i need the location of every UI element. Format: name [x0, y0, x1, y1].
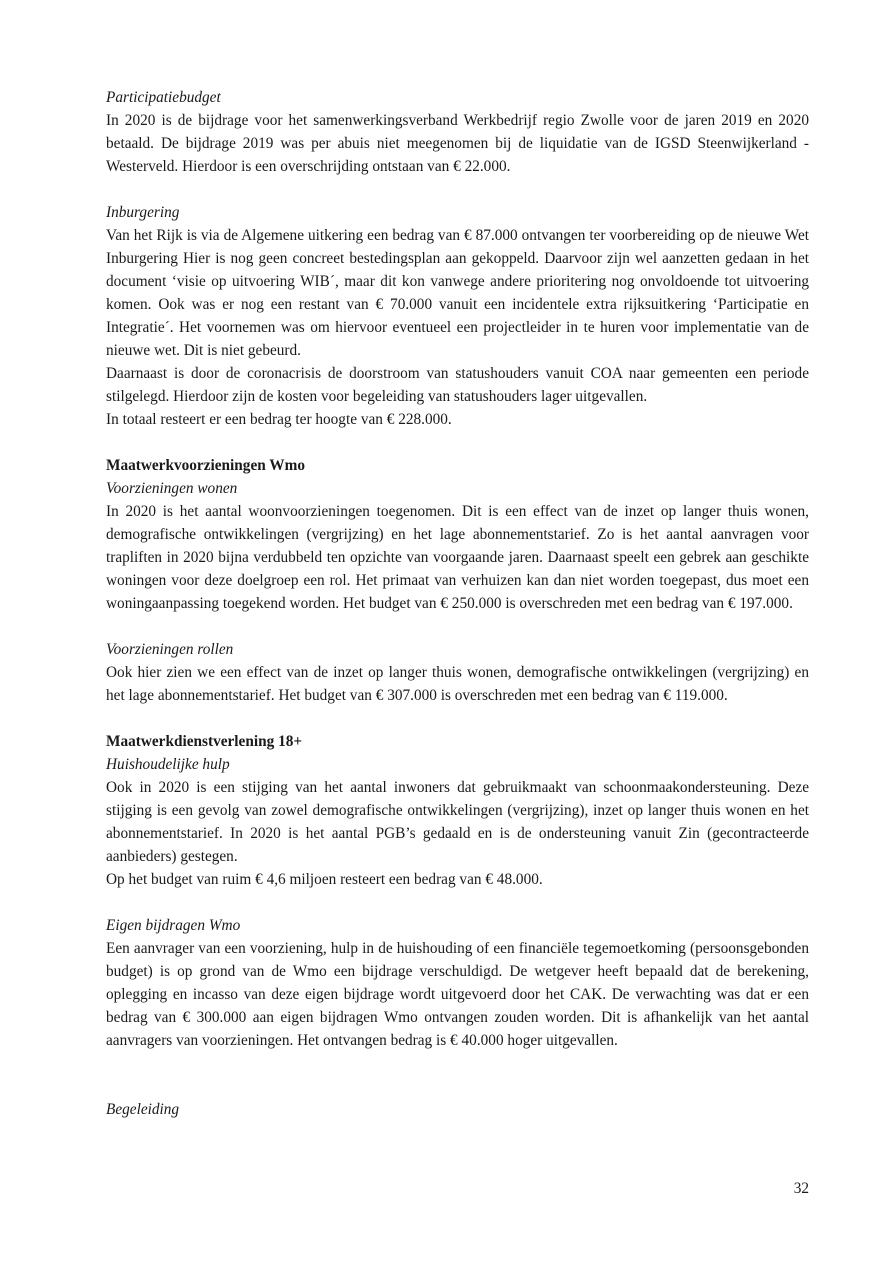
paragraph-eigen-bijdragen: Een aanvrager van een voorziening, hulp in de huishouding of een financiële tegemoetkoming (persoonsgebonden budget) is op grond van de Wmo een bijdrage verschuldigd. De wetgever heeft bepaald dat de berekening, oplegging en incasso van deze eigen bijdrage wordt uitgevoerd door het CAK. De verwachting was dat er een bedrag van € 300.000 aan eigen bijdragen Wmo ontvangen zouden worden. Dit is afhankelijk van het aantal aanvragers van voorzieningen. Het ontvangen bedrag is € 40.000 hoger uitgevallen.: [106, 940, 809, 1049]
section-title-participatiebudget: Participatiebudget: [106, 89, 221, 106]
paragraph-participatiebudget: In 2020 is de bijdrage voor het samenwerkingsverband Werkbedrijf regio Zwolle voor de jaren 2019 en 2020 betaald. De bijdrage 2019 was per abuis niet meegenomen bij de liquidatie van de IGSD Steenwijkerland - Westerveld. Hierdoor is een overschrijding ontstaan van € 22.000.: [106, 112, 809, 175]
page-number: 32: [793, 1180, 809, 1197]
section-title-voorzieningen-wonen: Voorzieningen wonen: [106, 480, 238, 497]
section-title-huishoudelijke-hulp: Huishoudelijke hulp: [106, 756, 230, 773]
section-title-inburgering: Inburgering: [106, 204, 180, 221]
paragraph-huishoudelijke-hulp-1: Ook in 2020 is een stijging van het aantal inwoners dat gebruikmaakt van schoonmaakondersteuning. Deze stijging is een gevolg van zowel demografische ontwikkelingen (vergrijzing), inzet op langer thuis wonen en het abonnementstarief. In 2020 is het aantal PGB’s gedaald en is de ondersteuning vanuit Zin (gecontracteerde aanbieders) gestegen.: [106, 779, 809, 865]
paragraph-voorzieningen-wonen: In 2020 is het aantal woonvoorzieningen toegenomen. Dit is een effect van de inzet op langer thuis wonen, demografische ontwikkelingen (vergrijzing) en het lage abonnementstarief. Zo is het aantal aanvragen voor trapliften in 2020 bijna verdubbeld ten opzichte van voorgaande jaren. Daarnaast speelt een gebrek aan geschikte woningen voor deze doelgroep een rol. Het primaat van verhuizen kan dan niet worden toegepast, dus moet een woningaanpassing toegekend worden. Het budget van € 250.000 is overschreden met een bedrag van € 197.000.: [106, 503, 809, 612]
paragraph-inburgering-1: Van het Rijk is via de Algemene uitkering een bedrag van € 87.000 ontvangen ter voorbereiding op de nieuwe Wet Inburgering Hier is nog geen concreet bestedingsplan aan gekoppeld. Daarvoor zijn wel aanzetten gedaan in het document ‘visie op uitvoering WIB´, maar dit kon vanwege andere prioritering nog onvoldoende tot uitvoering komen. Ook was er nog een restant van € 70.000 vanuit een incidentele extra rijksuitkering ‘Participatie en Integratie´. Het voornemen was om hiervoor eventueel een projectleider in te huren voor implementatie van de nieuwe wet. Dit is niet gebeurd.: [106, 227, 809, 359]
heading-maatwerkdienstverlening: Maatwerkdienstverlening 18+: [106, 733, 303, 750]
paragraph-inburgering-2: Daarnaast is door de coronacrisis de doorstroom van statushouders vanuit COA naar gemeenten een periode stilgelegd. Hierdoor zijn de kosten voor begeleiding van statushouders lager uitgevallen.: [106, 365, 809, 405]
section-title-begeleiding: Begeleiding: [106, 1101, 180, 1118]
document-page: [106, 86, 809, 1121]
section-title-voorzieningen-rollen: Voorzieningen rollen: [106, 641, 234, 658]
paragraph-huishoudelijke-hulp-2: Op het budget van ruim € 4,6 miljoen resteert een bedrag van € 48.000.: [106, 871, 543, 888]
section-title-eigen-bijdragen: Eigen bijdragen Wmo: [106, 917, 241, 934]
paragraph-voorzieningen-rollen: Ook hier zien we een effect van de inzet op langer thuis wonen, demografische ontwikkelingen (vergrijzing) en het lage abonnementstarief. Het budget van € 307.000 is overschreden met een bedrag van € 119.000.: [106, 664, 809, 704]
paragraph-inburgering-3: In totaal resteert er een bedrag ter hoogte van € 228.000.: [106, 411, 452, 428]
heading-maatwerkvoorzieningen-wmo: Maatwerkvoorzieningen Wmo: [106, 457, 305, 474]
